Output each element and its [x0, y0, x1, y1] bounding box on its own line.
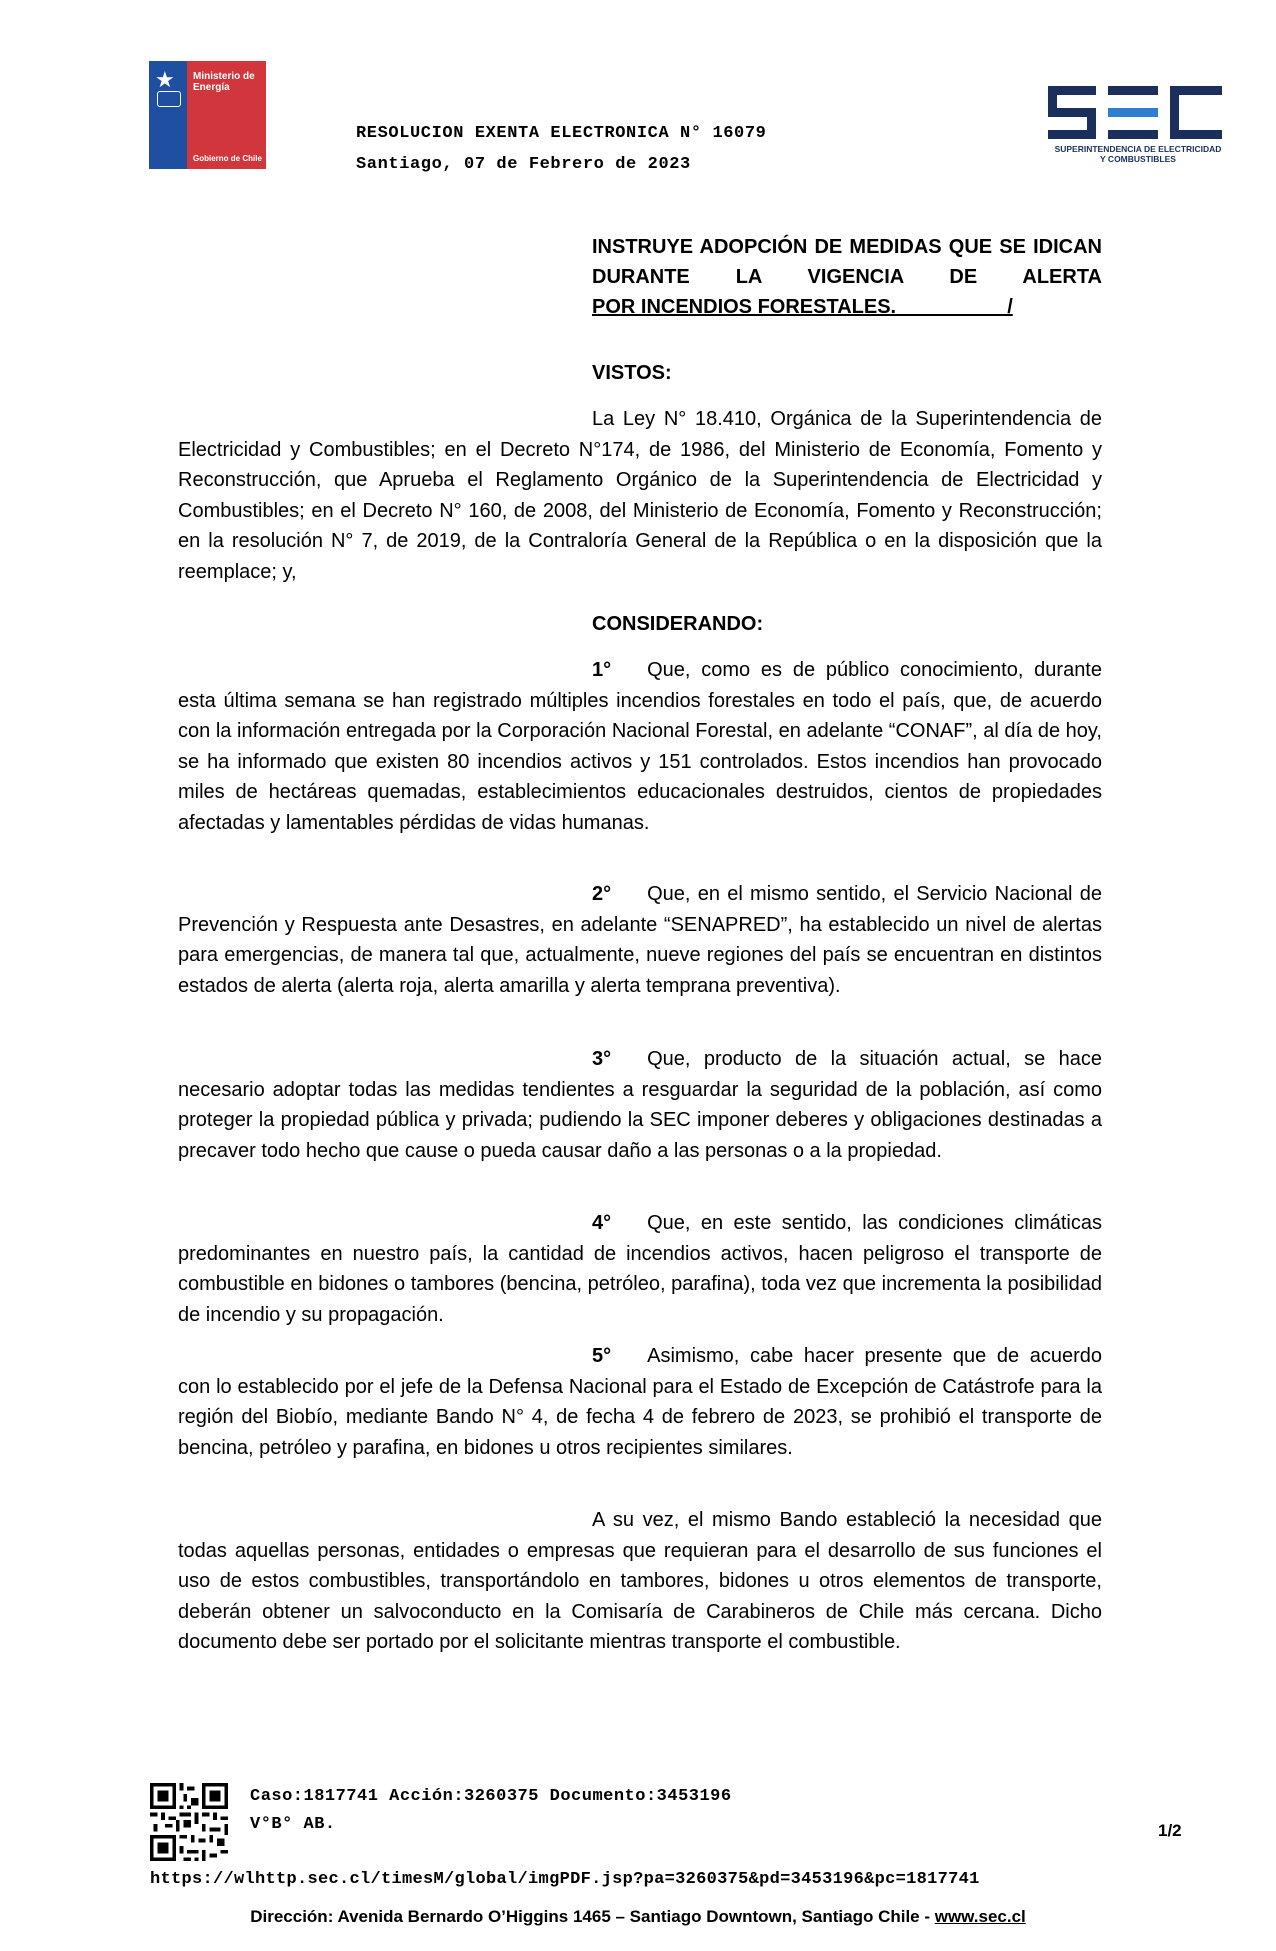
considerando-item-1 [178, 655, 1102, 838]
star-icon: ★ [155, 67, 175, 92]
vistos-heading: VISTOS: [592, 362, 672, 384]
considerando-item-5 [178, 1341, 1102, 1463]
coat-of-arms-icon [157, 91, 181, 107]
resolution-date: Santiago, 07 de Febrero de 2023 [356, 155, 691, 174]
qr-code-icon [150, 1783, 228, 1861]
considerando-extra-paragraph: A su vez, el mismo Bando estableció la necesidad que todas aquellas personas, entidades o empresas que requieran para el desarrollo de sus funciones el uso de estos combustibles, transportándolo en tambores, bidones u otros elementos de transporte, deberán obtener un salvoconducto en la Comisaría de Carabineros de Chile más cercana. Dicho documento debe ser portado por el solicitante mientras transporte el combustible. [178, 1509, 1102, 1653]
item-text: Asimismo, cabe hacer presente que de acuerdo con lo establecido por el jefe de la Defensa Nacional para el Estado de Excepción de Catástrofe para la región del Biobío, mediante Bando N° 4, de fecha 4 de febrero de 2023, se prohibió el transporte de bencina, petróleo y parafina, en bidones u otros recipientes similares. [178, 1345, 1102, 1459]
page-number: 1/2 [1158, 1821, 1182, 1840]
item-text: Que, producto de la situación actual, se hace necesario adoptar todas las medidas tendientes a resguardar la seguridad de la población, así como proteger la propiedad pública y privada; pudiendo la SEC imponer deberes y obligaciones destinadas a precaver todo hecho que cause o pueda causar daño a las personas o a la propiedad. [178, 1048, 1102, 1162]
considerando-heading: CONSIDERANDO: [592, 613, 764, 635]
title-underlined: POR INCENDIOS FORESTALES. / [592, 296, 1013, 318]
considerando-item-2 [178, 879, 1102, 1001]
document-title [592, 232, 1102, 322]
item-number: 3° [592, 1048, 612, 1070]
title-text: INSTRUYE ADOPCIÓN DE MEDIDAS QUE SE IDICAN DURANTE LA VIGENCIA DE ALERTA [592, 236, 1102, 288]
address-text: Dirección: Avenida Bernardo O’Higgins 1465 – Santiago Downtown, Santiago Chile - [250, 1907, 935, 1926]
resolution-number: RESOLUCION EXENTA ELECTRONICA N° 16079 [356, 124, 767, 143]
item-number: 2° [592, 883, 612, 905]
item-text: Que, en el mismo sentido, el Servicio Nacional de Prevención y Respuesta ante Desastres, en adelante “SENAPRED”, ha establecido un nivel de alertas para emergencias, de manera tal que, actualmente, nueve regiones del país se encuentran en distintos estados de alerta (alerta roja, alerta amarilla y alerta temprana preventiva). [178, 883, 1102, 997]
logo-red-panel [187, 61, 266, 169]
ministerio-energia-logo [149, 61, 266, 169]
case-metadata: Caso:1817741 Acción:3260375 Documento:3453196 [250, 1787, 732, 1806]
item-number: 4° [592, 1212, 612, 1234]
item-text: Que, como es de público conocimiento, durante esta última semana se han registrado múltiples incendios forestales en todo el país, que, de acuerdo con la información entregada por la Corporación Nacional Forestal, en adelante “CONAF”, al día de hoy, se ha informado que existen 80 incendios activos y 151 controlados. Estos incendios han provocado miles de hectáreas quemadas, establecimientos educacionales destruidos, cientos de propiedades afectadas y lamentables pérdidas de vidas humanas. [178, 659, 1102, 834]
government-label: Gobierno de Chile [193, 154, 262, 163]
sec-letters-icon [1048, 86, 1228, 142]
ministry-name: Ministerio de Energía [193, 71, 255, 93]
item-number: 1° [592, 659, 612, 681]
footer-address [0, 1907, 1276, 1927]
document-url[interactable]: https://wlhttp.sec.cl/timesM/global/imgPDF.jsp?pa=3260375&pd=3453196&pc=1817741 [150, 1870, 980, 1889]
item-text: Que, en este sentido, las condiciones climáticas predominantes en nuestro país, la cantidad de incendios activos, hacen peligroso el transporte de combustible en bidones o tambores (bencina, petróleo, parafina), toda vez que incrementa la posibilidad de incendio y su propagación. [178, 1212, 1102, 1326]
considerando-item-4 [178, 1208, 1102, 1330]
approval-initials: V°B° AB. [250, 1815, 336, 1834]
sec-caption: SUPERINTENDENCIA DE ELECTRICIDAD Y COMBUSTIBLES [1054, 144, 1222, 164]
sec-logo [1048, 86, 1228, 170]
item-number: 5° [592, 1345, 612, 1367]
website-link[interactable]: www.sec.cl [934, 1907, 1026, 1926]
vistos-paragraph: La Ley N° 18.410, Orgánica de la Superintendencia de Electricidad y Combustibles; en el Decreto N°174, de 1986, del Ministerio de Economía, Fomento y Reconstrucción, que Aprueba el Reglamento Orgánico de la Superintendencia de Electricidad y Combustibles; en el Decreto N° 160, de 2008, del Ministerio de Economía, Fomento y Reconstrucción; en la resolución N° 7, de 2019, de la Contraloría General de la República o en la disposición que la reemplace; y, [178, 408, 1102, 583]
logo-blue-panel [149, 61, 187, 169]
considerando-item-3 [178, 1044, 1102, 1166]
